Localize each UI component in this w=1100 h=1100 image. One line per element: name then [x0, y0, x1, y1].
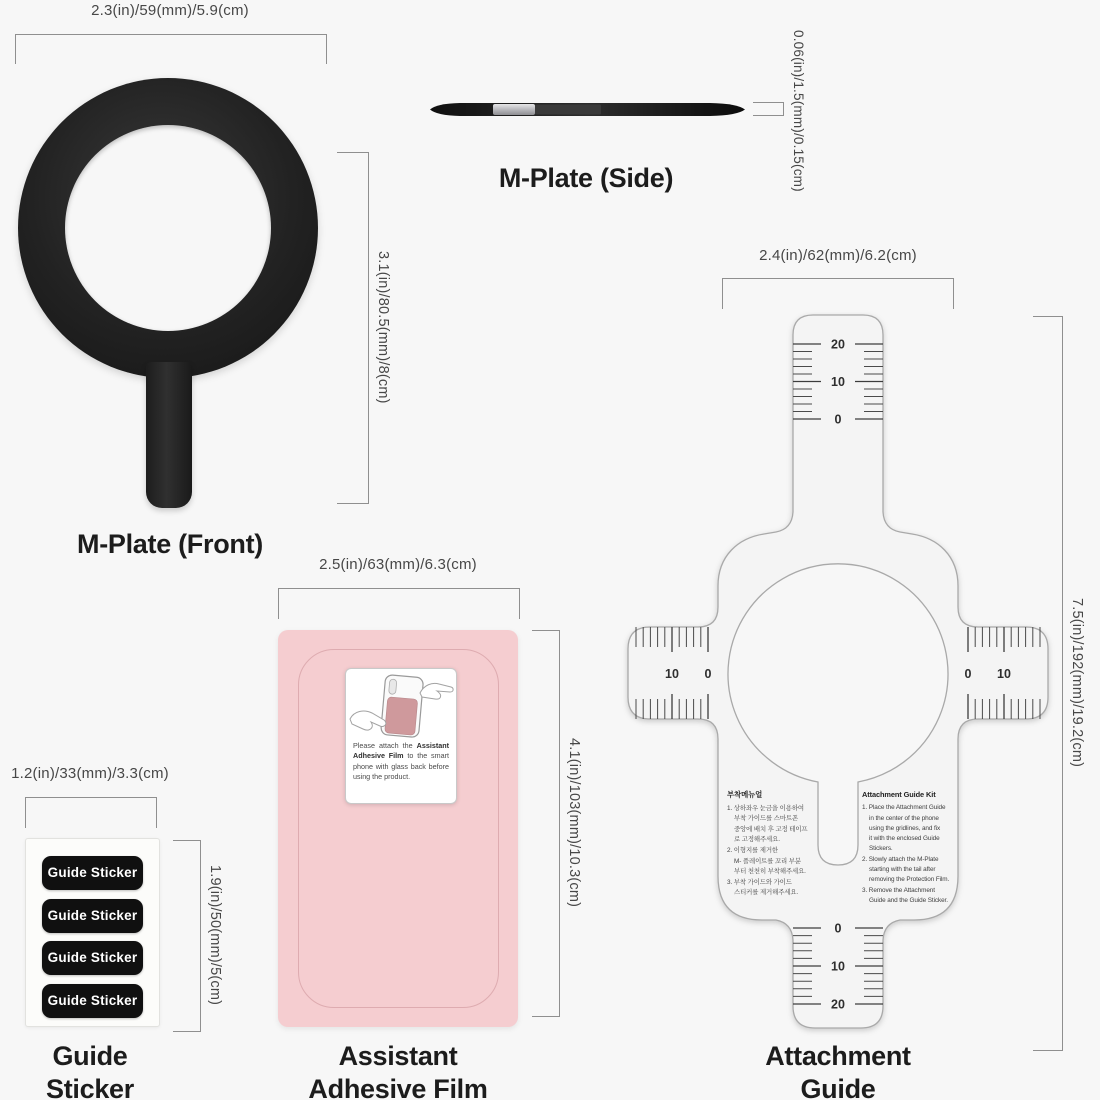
film-notice-text — [353, 741, 449, 783]
ruler-bottom-num-0: 0 — [834, 921, 842, 936]
manual-kr-line: M- 플레이트를 꼬리 부분 — [734, 857, 801, 865]
illustration-phone-camera — [389, 679, 397, 695]
illustration-hand-top — [420, 683, 453, 699]
guide-sticker-item: Guide Sticker — [42, 899, 143, 933]
film-notice-part1: Please attach the — [353, 741, 417, 750]
adhesive-film-label-line1: Assistant — [338, 1041, 458, 1071]
manual-kr-line: 2. 이형지를 제거한 — [727, 846, 778, 854]
adhesive-film-height-bracket — [532, 630, 560, 1017]
manual-en-line: using the gridlines, and fix — [869, 824, 941, 832]
manual-kr-line: 3. 부착 가이드와 가이드 — [727, 878, 792, 886]
attachment-guide-width-dim: 2.4(in)/62(mm)/6.2(cm) — [759, 247, 917, 264]
adhesive-film-instruction-label — [345, 668, 457, 804]
manual-en-title: Attachment Guide Kit — [862, 790, 936, 799]
manual-en-line: in the center of the phone — [869, 814, 939, 822]
attachment-guide-label — [688, 1040, 988, 1100]
adhesive-film-height-dim: 4.1(in)/103(mm)/10.3(cm) — [566, 738, 582, 908]
manual-kr-line: 부착 가이드를 스마트폰 — [734, 815, 799, 823]
guide-sticker-label-line1: Guide — [52, 1041, 128, 1071]
manual-en-line: Guide and the Guide Sticker. — [869, 896, 948, 904]
guide-sticker-width-dim: 1.2(in)/33(mm)/3.3(cm) — [11, 765, 169, 782]
attachment-guide-height-dim: 7.5(in)/192(mm)/19.2(cm) — [1069, 598, 1085, 768]
ruler-bottom-num-10: 10 — [831, 959, 845, 974]
adhesive-film-label — [268, 1040, 528, 1100]
manual-kr-line: 스티커를 제거해주세요. — [734, 889, 799, 897]
manual-en-line: 1. Place the Attachment Guide — [862, 804, 946, 812]
manual-kr-line: 로 고정해주세요. — [734, 836, 780, 844]
illustration-adhesive-film — [385, 697, 418, 735]
attachment-guide-label-line1: Attachment — [765, 1041, 911, 1071]
guide-sticker-width-bracket — [25, 797, 157, 828]
manual-en-line: it with the enclosed Guide — [869, 835, 940, 843]
mplate-front-label: M-Plate (Front) — [77, 529, 263, 559]
manual-en-line: 3. Remove the Attachment — [862, 886, 935, 894]
film-notice-bold: Assistant Adhesive Film — [353, 741, 449, 761]
manual-en-line: starting with the tail after — [869, 866, 936, 874]
guide-sticker-height-dim: 1.9(in)/50(mm)/5(cm) — [207, 864, 223, 1006]
manual-kr-line: 부터 천천히 부착해주세요. — [734, 868, 806, 876]
film-notice-part2: to the smart phone with glass back before using the product. — [353, 751, 449, 782]
manual-kr-title: 부착메뉴얼 — [727, 790, 763, 799]
guide-sticker-sheet — [25, 838, 160, 1027]
mplate-side-thickness-dim: 0.06(in)/1.5(mm)/0.15(cm) — [791, 29, 806, 192]
attachment-guide-label-line2: Guide — [800, 1074, 876, 1100]
adhesive-film-label-line2: Adhesive Film — [308, 1074, 488, 1100]
mplate-front-height-dim: 3.1(in)/80.5(mm)/8(cm) — [375, 251, 391, 404]
manual-kr-line: 중앙에 배치 후 고정 테이프 — [734, 825, 808, 833]
ruler-bottom-num-20: 20 — [831, 997, 845, 1012]
ruler-top-num-10: 10 — [831, 375, 845, 389]
ruler-left-num-0: 0 — [704, 667, 712, 681]
mplate-front-width-dim: 2.3(in)/59(mm)/5.9(cm) — [91, 2, 249, 19]
manual-en-line: Stickers. — [869, 845, 893, 853]
adhesive-film-width-dim: 2.5(in)/63(mm)/6.3(cm) — [319, 556, 477, 573]
ruler-top-num-20: 20 — [831, 337, 845, 352]
guide-sticker-label — [0, 1040, 180, 1100]
guide-sticker-height-bracket — [173, 840, 201, 1032]
ruler-left-num-10: 10 — [665, 667, 679, 681]
ruler-right-num-10: 10 — [997, 667, 1011, 681]
ruler-right-num-0: 0 — [964, 667, 972, 681]
film-label-illustration — [346, 673, 456, 741]
manual-en-line: removing the Protection Film. — [869, 876, 950, 884]
ruler-top-num-0: 0 — [834, 412, 842, 427]
adhesive-film — [278, 630, 518, 1027]
attachment-guide-height-bracket — [1033, 316, 1063, 1051]
attachment-guide-manual-kr — [727, 790, 824, 899]
attachment-guide-manual-en — [862, 790, 959, 906]
guide-sticker-item: Guide Sticker — [42, 856, 143, 890]
adhesive-film-width-bracket — [278, 588, 520, 619]
manual-en-line: 2. Slowly attach the M-Plate — [862, 855, 939, 863]
illustration-hand-bottom — [350, 711, 386, 730]
guide-sticker-item: Guide Sticker — [42, 984, 143, 1018]
guide-sticker-label-line2: Sticker — [46, 1074, 134, 1100]
mplate-side-label: M-Plate (Side) — [498, 163, 674, 193]
manual-kr-line: 1. 상하좌우 눈금을 이용하여 — [727, 804, 804, 812]
guide-sticker-item: Guide Sticker — [42, 941, 143, 975]
